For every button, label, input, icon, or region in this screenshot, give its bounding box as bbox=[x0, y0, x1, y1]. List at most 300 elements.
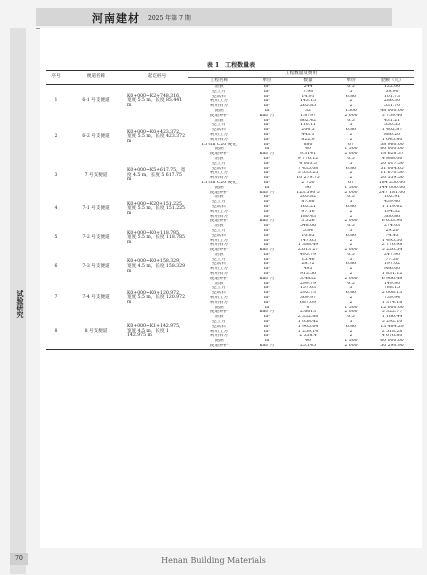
cell-amount: 29.20 bbox=[385, 228, 399, 233]
row-seq: 2 bbox=[54, 134, 58, 140]
cell-unit: m³ bbox=[263, 204, 271, 209]
row-stake: K0+000~K0+118.785，宽度 5.5 m，长度 118.785 m bbox=[127, 230, 186, 245]
row-name: 6-1 号支便道 bbox=[82, 98, 110, 104]
cell-qty: 747.65 bbox=[299, 238, 317, 243]
cell-price: 6.86 bbox=[345, 324, 357, 329]
row-seq: 8 bbox=[54, 328, 58, 334]
cell-price: 0.5 bbox=[347, 281, 355, 286]
col-stake: 起讫桩号 bbox=[126, 71, 188, 85]
cell-qty: 1 965.64 bbox=[297, 324, 319, 329]
row-seq: 1 bbox=[54, 98, 58, 104]
cell-item: 挖土方 bbox=[212, 123, 226, 128]
cell-qty: 687.09 bbox=[299, 300, 317, 305]
cell-item: 挖软石 bbox=[212, 128, 226, 133]
cell-amount: 122.00 bbox=[383, 84, 401, 89]
cell-amount: 58 960.00 bbox=[380, 142, 404, 147]
cell-item: 利用土方 bbox=[209, 296, 229, 301]
cell-amount: 101.73 bbox=[383, 94, 401, 99]
cell-amount: 48 000.00 bbox=[380, 108, 404, 113]
cell-price: 5 bbox=[349, 161, 353, 166]
row-name: 8 号支便道 bbox=[84, 328, 108, 334]
cell-price: 2 bbox=[349, 329, 353, 334]
cell-amount: 247 181.00 bbox=[378, 190, 406, 195]
cell-price: 0.5 bbox=[347, 224, 355, 229]
cell-amount: 286.30 bbox=[383, 99, 401, 104]
cell-unit: km/ 月 bbox=[259, 276, 275, 281]
cell-unit: m³ bbox=[263, 238, 271, 243]
page-content bbox=[40, 28, 422, 548]
cell-amount: 431.21 bbox=[383, 118, 401, 123]
cell-unit: m bbox=[264, 147, 270, 152]
cell-item: 清表 bbox=[214, 281, 224, 286]
cell-item: 便道养护 bbox=[209, 310, 229, 315]
cell-amount: 3 759.40 bbox=[381, 113, 403, 118]
cell-unit: m² bbox=[263, 142, 271, 147]
cell-item: 清表 bbox=[214, 252, 224, 257]
cell-item: 利用土方 bbox=[209, 267, 229, 272]
cell-unit: m² bbox=[263, 195, 271, 200]
cell-unit: m³ bbox=[263, 262, 271, 267]
cell-amount: 2 518.28 bbox=[381, 329, 403, 334]
cell-unit: m³ bbox=[263, 257, 271, 262]
cell-amount: 274.03 bbox=[383, 224, 401, 229]
cell-item: 利用土方 bbox=[209, 99, 229, 104]
cell-qty: 493 bbox=[303, 267, 313, 272]
cell-item: 便道养护 bbox=[209, 219, 229, 224]
cell-amount: 6 966.48 bbox=[381, 276, 403, 281]
cell-unit: m³ bbox=[263, 291, 271, 296]
cell-unit: m² bbox=[263, 180, 271, 185]
cell-unit: m³ bbox=[263, 176, 271, 181]
cell-price: 2 bbox=[349, 137, 353, 142]
cell-amount: 149.90 bbox=[383, 281, 401, 286]
row-name: 7-1 号支便道 bbox=[82, 206, 110, 212]
cell-qty: 548.06 bbox=[299, 224, 317, 229]
cell-qty: 1 058.42 bbox=[297, 320, 319, 325]
cell-item: 利用石方 bbox=[209, 272, 229, 277]
cell-price: 5 bbox=[349, 228, 353, 233]
cell-amount: 2 776.98 bbox=[381, 243, 403, 248]
cell-qty: 9 776.12 bbox=[297, 156, 319, 161]
cell-price: 2 bbox=[349, 272, 353, 277]
cell-item: 便涵 bbox=[214, 305, 224, 310]
cell-item: 便道养护 bbox=[209, 248, 229, 253]
table-body bbox=[46, 85, 414, 350]
cell-unit: m³ bbox=[263, 329, 271, 334]
cell-qty: 7.98 bbox=[302, 89, 314, 94]
journal-title: 河南建材 bbox=[92, 12, 140, 25]
cell-price: 2 000 bbox=[344, 310, 358, 315]
cell-price: 2 bbox=[349, 99, 353, 104]
row-stake: K0+000~K0+423.372，宽度 5.5 m，长度 423.372 m bbox=[127, 129, 186, 145]
cell-amount: 4 888.06 bbox=[381, 156, 403, 161]
cell-qty: 299.79 bbox=[299, 281, 317, 286]
cell-qty: 862.42 bbox=[299, 118, 317, 123]
cell-amount: 531.70 bbox=[383, 104, 401, 109]
cell-price: 1 500 bbox=[344, 185, 358, 190]
cell-price: 5 bbox=[349, 89, 353, 94]
cell-amount: 51 004.65 bbox=[380, 166, 404, 171]
cell-unit: m³ bbox=[263, 132, 271, 137]
cell-item: 利用土方 bbox=[209, 209, 229, 214]
cell-unit: m³ bbox=[263, 300, 271, 305]
cell-amount: 74.43 bbox=[385, 233, 399, 238]
cell-unit: m³ bbox=[263, 320, 271, 325]
row-stake: K0+000~K1+142.975，宽度 4.5 m，长度 1 142.975 m bbox=[127, 324, 184, 339]
cell-amount: 1 831.12 bbox=[381, 272, 403, 277]
cell-amount: 12 000.00 bbox=[380, 305, 404, 310]
cell-qty: 40 bbox=[305, 147, 311, 152]
cell-item: 利用石方 bbox=[209, 334, 229, 339]
cell-price: 2 bbox=[349, 176, 353, 181]
cell-price: 2 bbox=[349, 214, 353, 219]
cell-qty: 157.63 bbox=[299, 286, 317, 291]
cell-qty: 32 bbox=[305, 108, 311, 113]
cell-price: 2 000 bbox=[344, 190, 358, 195]
cell-unit: m³ bbox=[263, 233, 271, 238]
cell-price: 2 bbox=[349, 296, 353, 301]
cell-price: 0.5 bbox=[347, 195, 355, 200]
cell-item: 挖软石 bbox=[212, 291, 226, 296]
row-name: 7-2 号支便道 bbox=[82, 235, 110, 241]
cell-qty: 5.84 bbox=[302, 228, 314, 233]
cell-qty: 40 bbox=[305, 339, 311, 344]
cell-item: 利用石方 bbox=[209, 104, 229, 109]
cell-unit: m² bbox=[263, 156, 271, 161]
cell-qty: 180.43 bbox=[299, 214, 317, 219]
cell-qty: 3.326 bbox=[301, 219, 315, 224]
cell-amount: 13 484.29 bbox=[380, 324, 404, 329]
cell-amount: 1 402.87 bbox=[381, 128, 403, 133]
cell-qty: 2 750 bbox=[301, 180, 315, 185]
cell-price: 2 000 bbox=[344, 152, 358, 157]
cell-price: 2 000 bbox=[344, 219, 358, 224]
cell-price: 6.86 bbox=[345, 262, 357, 267]
cell-item: 挖软石 bbox=[212, 233, 226, 238]
cell-amount: 5 292.10 bbox=[381, 320, 403, 325]
cell-qty: 1.8797 bbox=[299, 113, 317, 118]
cell-qty: 10.85 bbox=[301, 233, 315, 238]
cell-item: 清表 bbox=[214, 224, 224, 229]
cell-unit: km/ 月 bbox=[259, 152, 275, 157]
cell-item: 便涵 bbox=[214, 108, 224, 113]
col-unit: 单位 bbox=[262, 77, 272, 83]
cell-unit: m³ bbox=[263, 171, 271, 176]
cell-unit: m³ bbox=[263, 137, 271, 142]
cell-unit: m² bbox=[263, 252, 271, 257]
cell-item: 利用石方 bbox=[209, 243, 229, 248]
cell-qty: 28.72 bbox=[301, 262, 315, 267]
cell-amount: 50 290.90 bbox=[380, 344, 404, 349]
row-seq: 4 bbox=[54, 206, 58, 212]
col-qty: 数量 bbox=[303, 77, 313, 83]
cell-price: 1500 bbox=[345, 108, 357, 113]
cell-item: 利用土方 bbox=[209, 329, 229, 334]
cell-qty: 2.6613 bbox=[299, 310, 317, 315]
cell-amount: 986.00 bbox=[383, 267, 401, 272]
cell-price: 2 000 bbox=[344, 113, 358, 118]
cell-unit: km/ 月 bbox=[259, 113, 275, 118]
cell-unit: m³ bbox=[263, 200, 271, 205]
cell-unit: km/ 月 bbox=[259, 344, 275, 349]
cell-item: 挖软石 bbox=[212, 94, 226, 99]
cell-unit: km/ 月 bbox=[259, 310, 275, 315]
cell-item: 清表 bbox=[214, 118, 224, 123]
cell-item: 便涵 bbox=[214, 339, 224, 344]
cell-qty: 2.613 27 bbox=[297, 248, 319, 253]
cell-qty: 880 bbox=[303, 142, 313, 147]
cell-unit: km/ 月 bbox=[259, 219, 275, 224]
cell-amount: 360.86 bbox=[383, 214, 401, 219]
cell-price: 5 bbox=[349, 286, 353, 291]
cell-unit: m³ bbox=[263, 123, 271, 128]
cell-amount: 6 653.90 bbox=[381, 219, 403, 224]
cell-qty: 292.73 bbox=[299, 291, 317, 296]
cell-unit: m³ bbox=[263, 286, 271, 291]
cell-qty: 15.46 bbox=[301, 257, 315, 262]
cell-amount: 1 119.62 bbox=[381, 204, 403, 209]
cell-item: 挖土方 bbox=[212, 257, 226, 262]
cell-qty: 2 338.4 bbox=[299, 334, 317, 339]
cell-qty: 25.145 bbox=[299, 344, 317, 349]
cell-item: 挖土方 bbox=[212, 228, 226, 233]
cell-price: 5 bbox=[349, 200, 353, 205]
row-seq: 6 bbox=[54, 263, 58, 269]
cell-qty: 87.88 bbox=[301, 200, 315, 205]
cell-qty: 7 435.08 bbox=[297, 166, 319, 171]
cell-item: 挖软石 bbox=[212, 324, 226, 329]
quantity-table bbox=[46, 70, 414, 350]
cell-item: 挖土方 bbox=[212, 89, 226, 94]
cell-unit: m³ bbox=[263, 267, 271, 272]
cell-price: 1 500 bbox=[344, 305, 358, 310]
side-label: 试验研究 bbox=[16, 290, 25, 318]
cell-qty: 495.79 bbox=[299, 252, 317, 257]
cell-amount: 5 322.77 bbox=[381, 310, 403, 315]
cell-unit: m³ bbox=[263, 161, 271, 166]
cell-unit: m³ bbox=[263, 228, 271, 233]
cell-qty: 369.97 bbox=[299, 296, 317, 301]
cell-price: 6.86 bbox=[345, 128, 357, 133]
cell-price: 5 bbox=[349, 257, 353, 262]
cell-price: 5 bbox=[349, 123, 353, 128]
cell-price: 5 bbox=[349, 320, 353, 325]
cell-qty: 5 535.25 bbox=[297, 171, 319, 176]
cell-amount: 739.94 bbox=[383, 296, 401, 301]
cell-price: 1 500 bbox=[344, 339, 358, 344]
cell-unit: m³ bbox=[263, 104, 271, 109]
cell-unit: m³ bbox=[263, 89, 271, 94]
cell-unit: m³ bbox=[263, 334, 271, 339]
cell-qty: 204.5 bbox=[301, 128, 315, 133]
cell-price: 2 bbox=[349, 243, 353, 248]
cell-item: 清表 bbox=[214, 156, 224, 161]
cell-unit: m³ bbox=[263, 324, 271, 329]
cell-amount: 18 628.37 bbox=[380, 152, 404, 157]
row-stake: K0+000~K20+151.225，宽度 5.5 m，长度 151.225 m bbox=[127, 201, 187, 217]
cell-item: 便道养护 bbox=[209, 152, 229, 157]
cell-item: 便道养护 bbox=[209, 276, 229, 281]
cell-qty: 97.16 bbox=[301, 209, 315, 214]
row-name: 7-3 号支便道 bbox=[82, 263, 110, 269]
cell-item: 清表 bbox=[214, 195, 224, 200]
col-amount: 金额（元） bbox=[380, 77, 404, 83]
cell-unit: m bbox=[264, 305, 270, 310]
row-name: 7-4 号支便道 bbox=[82, 295, 110, 301]
cell-amount: 2 008.13 bbox=[381, 291, 403, 296]
cell-qty: 3.4832 bbox=[299, 276, 317, 281]
cell-price: 0.5 bbox=[347, 252, 355, 257]
cell-amount: 194.32 bbox=[383, 209, 401, 214]
cell-price: 2 bbox=[349, 238, 353, 243]
cell-item: 便道养护 bbox=[209, 344, 229, 349]
cell-amount: 1 495.30 bbox=[381, 238, 403, 243]
cell-qty: 1 388.49 bbox=[297, 243, 319, 248]
cell-qty: 265.85 bbox=[299, 104, 317, 109]
cell-price: 6.86 bbox=[345, 166, 357, 171]
cell-item: 挖软石 bbox=[212, 204, 226, 209]
cell-price: 2 000 bbox=[344, 276, 358, 281]
cell-unit: m bbox=[264, 185, 270, 190]
cell-amount: 60 000.00 bbox=[380, 147, 404, 152]
cell-amount: 886.20 bbox=[383, 132, 401, 137]
header-band bbox=[36, 8, 392, 26]
cell-item: 挖土方 bbox=[212, 161, 226, 166]
cell-price: 6.86 bbox=[345, 291, 357, 296]
row-stake: K0+000~K2+748.316，宽度 5.5 m，长度 85.441 m bbox=[127, 93, 184, 109]
cell-amount: 11 070.50 bbox=[380, 171, 404, 176]
cell-qty: 110.11 bbox=[299, 123, 317, 128]
page-number: 70 bbox=[10, 553, 28, 565]
cell-amount: 788.15 bbox=[383, 286, 401, 291]
cell-amount: 20 017.50 bbox=[380, 161, 404, 166]
col-item: 工程名称 bbox=[209, 77, 229, 83]
cell-qty: 1 259.14 bbox=[297, 329, 319, 334]
cell-item: 利用石方 bbox=[209, 176, 229, 181]
cell-qty: 205.82 bbox=[299, 195, 317, 200]
cell-item: 清表 bbox=[214, 84, 224, 89]
cell-amount: 184 250.00 bbox=[378, 180, 406, 185]
col-seq: 序号 bbox=[46, 71, 66, 85]
cell-unit: m² bbox=[263, 84, 271, 89]
cell-unit: m² bbox=[263, 315, 271, 320]
cell-price: 2 bbox=[349, 334, 353, 339]
cell-unit: km/ 月 bbox=[259, 190, 275, 195]
cell-price: 6.86 bbox=[345, 204, 357, 209]
cell-item: 15 cm C20 硬化 bbox=[201, 142, 237, 147]
col-name: 便道名称 bbox=[66, 71, 126, 85]
cell-item: 利用土方 bbox=[209, 132, 229, 137]
cell-price: 2 bbox=[349, 171, 353, 176]
cell-price: 0.5 bbox=[347, 156, 355, 161]
cell-unit: m² bbox=[263, 224, 271, 229]
cell-unit: m³ bbox=[263, 243, 271, 248]
cell-qty: 4 003.5 bbox=[299, 161, 317, 166]
cell-unit: m³ bbox=[263, 166, 271, 171]
cell-amount: 247.90 bbox=[383, 252, 401, 257]
cell-price: 2 bbox=[349, 209, 353, 214]
cell-qty: 2 332.88 bbox=[297, 315, 319, 320]
cell-price: 6.86 bbox=[345, 94, 357, 99]
cell-qty: 915.56 bbox=[299, 272, 317, 277]
cell-amount: 144 000.00 bbox=[378, 185, 406, 190]
row-stake: K0+000~K5+617.75，宽度 4.5 m，长度 5 617.75 m bbox=[127, 168, 186, 183]
cell-item: 利用石方 bbox=[209, 300, 229, 305]
cell-price: 2 bbox=[349, 104, 353, 109]
cell-unit: m³ bbox=[263, 128, 271, 133]
cell-item: 利用石方 bbox=[209, 137, 229, 142]
cell-amount: 1 374.18 bbox=[381, 300, 403, 305]
cell-amount: 39.90 bbox=[385, 89, 399, 94]
cell-qty: 8 bbox=[306, 305, 310, 310]
cell-price: 2 000 bbox=[344, 248, 358, 253]
row-seq: 7 bbox=[54, 295, 58, 301]
issue-label: 2025 年第 7 期 bbox=[148, 15, 191, 22]
row-name: 6-2 号支便道 bbox=[82, 134, 110, 140]
row-stake: K0+000~K0+120.972，宽度 5.5 m，长度 120.972 m bbox=[127, 290, 186, 305]
cell-qty: 143.15 bbox=[299, 99, 317, 104]
col-price: 单价 bbox=[346, 77, 356, 83]
cell-item: 便涵 bbox=[214, 147, 224, 152]
cell-price: 2 bbox=[349, 300, 353, 305]
cell-price: 67 bbox=[348, 180, 354, 185]
cell-unit: m² bbox=[263, 281, 271, 286]
cell-qty: 123.590 5 bbox=[296, 190, 320, 195]
cell-amount: 439.40 bbox=[383, 200, 401, 205]
footer-text: Henan Building Materials bbox=[161, 556, 266, 565]
cell-price: 0.5 bbox=[347, 118, 355, 123]
cell-unit: m³ bbox=[263, 209, 271, 214]
row-name: 7 号支便道 bbox=[84, 172, 108, 178]
cell-amount: 550.55 bbox=[383, 123, 401, 128]
cell-qty: 10 279.75 bbox=[296, 176, 320, 181]
cell-amount: 1 166.44 bbox=[381, 315, 403, 320]
cell-amount: 4 676.80 bbox=[381, 334, 403, 339]
cell-unit: m³ bbox=[263, 99, 271, 104]
cell-amount: 102.91 bbox=[383, 195, 401, 200]
cell-price: 0.5 bbox=[347, 315, 355, 320]
cell-price: 0.5 bbox=[347, 84, 355, 89]
cell-amount: 197.02 bbox=[383, 262, 401, 267]
cell-amount: 1 645.80 bbox=[381, 137, 403, 142]
cell-price: 67 bbox=[348, 142, 354, 147]
cell-item: 利用土方 bbox=[209, 238, 229, 243]
cell-unit: km/ 月 bbox=[259, 248, 275, 253]
cell-item: 便涵 bbox=[214, 185, 224, 190]
cell-amount: 60 000.00 bbox=[380, 339, 404, 344]
cell-unit: m bbox=[264, 339, 270, 344]
cell-qty: 163.21 bbox=[299, 204, 317, 209]
cell-item: 挖土方 bbox=[212, 200, 226, 205]
cell-qty: 244 bbox=[303, 84, 313, 89]
cell-unit: m³ bbox=[263, 296, 271, 301]
cell-qty: 96 bbox=[305, 185, 311, 190]
cell-unit: m³ bbox=[263, 272, 271, 277]
cell-item: 便道养护 bbox=[209, 113, 229, 118]
cell-item: 挖土方 bbox=[212, 320, 226, 325]
row-seq: 3 bbox=[54, 172, 58, 178]
cell-price: 1 500 bbox=[344, 147, 358, 152]
col-group: 工程数量及费用 bbox=[188, 71, 414, 78]
cell-qty: 9.3141 bbox=[299, 152, 317, 157]
table-caption: 表 1 工程数量表 bbox=[206, 62, 256, 69]
cell-item: 挖软石 bbox=[212, 262, 226, 267]
cell-unit: m bbox=[264, 108, 270, 113]
cell-item: 挖土方 bbox=[212, 286, 226, 291]
cell-amount: 5 226.54 bbox=[381, 248, 403, 253]
cell-item: 挖软石 bbox=[212, 166, 226, 171]
cell-price: 2 bbox=[349, 267, 353, 272]
